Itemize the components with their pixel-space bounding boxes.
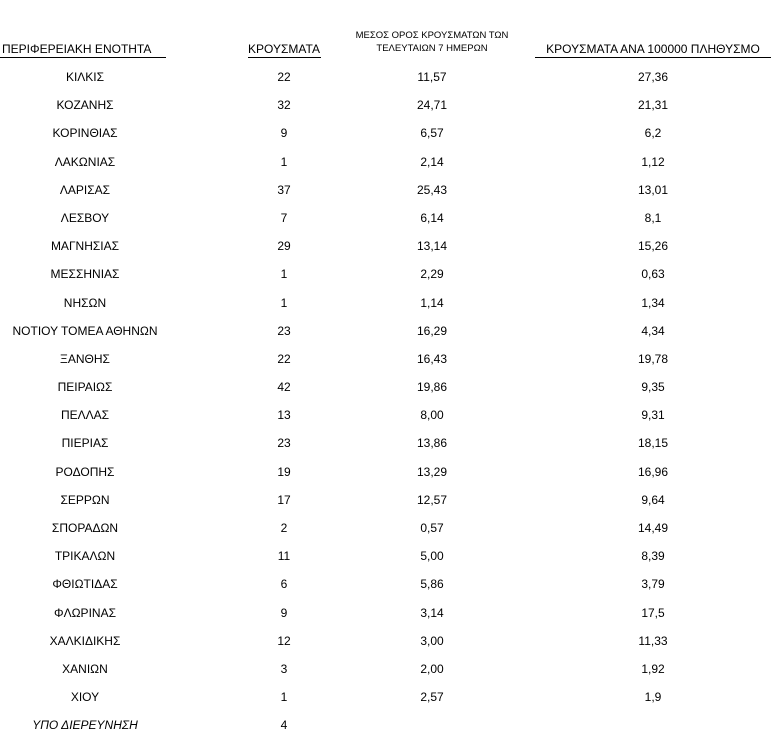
table-row [0,373,779,401]
table-body [0,63,779,740]
cell-7day-average: 16,43 [416,351,448,366]
table-row [0,711,779,739]
cell-cases-per-100k: 3,79 [641,577,665,592]
cell-cases-per-100k: 14,49 [637,521,669,535]
cell-cases: 13 [277,408,291,423]
header-cases: ΚΡΟΥΣΜΑΤΑ [248,42,320,56]
cell-7day-average: 2,14 [420,154,444,169]
table-row [0,345,779,373]
cell-region: ΚΟΡΙΝΘΙΑΣ [52,126,118,141]
cell-region: ΛΑΚΩΝΙΑΣ [54,154,116,169]
cell-7day-average: 13,14 [416,239,448,254]
table-row [0,232,779,260]
cell-7day-average: 0,57 [420,521,444,535]
cell-region: ΣΠΟΡΑΔΩΝ [51,521,119,535]
table-row [0,683,779,711]
table-row [0,429,779,457]
cell-cases: 23 [277,323,291,338]
cell-7day-average: 16,29 [416,323,448,338]
cell-cases-per-100k: 1,34 [641,295,665,310]
cell-region: ΡΟΔΟΠΗΣ [55,464,115,479]
header-region: ΠΕΡΙΦΕΡΕΙΑΚΗ ΕΝΟΤΗΤΑ [2,42,152,56]
cell-7day-average: 13,29 [416,464,448,479]
cell-cases: 37 [277,182,291,197]
table-row [0,514,779,542]
cell-7day-average: 5,86 [420,577,444,592]
table-row [0,289,779,317]
cell-cases-per-100k: 4,34 [641,323,665,338]
cell-7day-average: 24,71 [416,98,448,113]
cell-cases-per-100k: 15,26 [637,239,669,254]
cell-7day-average: 3,00 [420,633,444,648]
cell-cases: 19 [277,464,291,479]
cell-region: ΞΑΝΘΗΣ [60,351,110,366]
cell-7day-average: 2,29 [420,267,444,282]
table-row [0,542,779,570]
cell-cases-per-100k: 13,01 [637,182,669,197]
cell-region: ΣΕΡΡΩΝ [60,492,110,507]
cell-region: ΧΑΛΚΙΔΙΚΗΣ [49,633,121,648]
cell-cases: 12 [277,633,291,648]
cell-region: ΛΑΡΙΣΑΣ [59,182,111,197]
cell-region: ΚΙΛΚΙΣ [65,70,105,84]
cell-7day-average: 12,57 [416,492,448,507]
cell-cases: 1 [280,267,288,282]
table-row [0,599,779,627]
cell-7day-average: 5,00 [420,549,444,564]
header-cases-per-100k: ΚΡΟΥΣΜΑΤΑ ΑΝΑ 100000 ΠΛΗΘΥΣΜΟ [546,42,760,56]
cell-7day-average: 6,14 [420,210,444,225]
cell-region: ΤΡΙΚΑΛΩΝ [54,549,116,564]
cell-7day-average: 3,14 [420,605,444,620]
cell-7day-average: 13,86 [416,436,448,451]
table-row [0,63,779,91]
table-row [0,627,779,655]
table-row [0,655,779,683]
cell-cases-per-100k: 18,15 [637,436,669,451]
cell-cases-per-100k: 19,78 [637,351,669,366]
cell-cases: 23 [277,436,291,451]
cell-region: ΧΑΝΙΩΝ [62,661,108,676]
cell-cases-per-100k: 27,36 [637,70,669,84]
cell-cases: 32 [277,98,291,113]
cell-cases: 1 [280,295,288,310]
cell-region: ΠΙΕΡΙΑΣ [61,436,109,451]
cell-cases: 3 [280,661,288,676]
cell-cases-per-100k: 9,31 [641,408,665,423]
cell-cases-per-100k: 9,35 [641,380,665,395]
cell-region: ΜΑΓΝΗΣΙΑΣ [50,239,120,254]
cell-region: ΧΙΟΥ [70,690,100,705]
cell-cases: 7 [280,210,288,225]
cell-region: ΦΛΩΡΙΝΑΣ [54,605,116,620]
cell-cases: 9 [280,126,288,141]
cell-cases-per-100k: 9,64 [641,492,665,507]
cell-cases: 2 [280,521,288,535]
cell-cases-per-100k: 8,39 [641,549,665,564]
cell-cases: 9 [280,605,288,620]
cell-cases: 1 [280,690,288,705]
cell-region: ΠΕΛΛΑΣ [60,408,110,423]
cell-cases-per-100k: 21,31 [637,98,669,113]
cell-7day-average: 25,43 [416,182,448,197]
header-underline-region [0,57,166,58]
cell-cases: 42 [277,380,291,395]
table-row [0,260,779,288]
table-row [0,486,779,514]
cell-7day-average: 2,57 [420,690,444,705]
cell-region: ΛΕΣΒΟΥ [60,210,110,225]
cell-cases-per-100k: 16,96 [637,464,669,479]
table-row [0,401,779,429]
cell-region: ΝΗΣΩΝ [63,295,107,310]
cell-7day-average: 1,14 [420,295,444,310]
cell-region: ΠΕΙΡΑΙΩΣ [57,380,113,395]
table-row [0,119,779,147]
cell-cases-per-100k: 6,2 [644,126,662,141]
header-7day-average: ΜΕΣΟΣ ΟΡΟΣ ΚΡΟΥΣΜΑΤΩΝ ΤΩΝ ΤΕΛΕΥΤΑΙΩΝ 7 ΗΜΕΡΩΝ [355,30,509,54]
cell-cases: 11 [277,549,291,564]
cell-region: ΥΠΟ ΔΙΕΡΕΥΝΗΣΗ [32,718,138,733]
cell-region: ΦΘΙΩΤΙΔΑΣ [52,577,118,592]
header-underline-per100k [535,57,771,58]
cell-cases: 29 [277,239,291,254]
table-row [0,176,779,204]
cell-cases-per-100k: 0,63 [641,267,665,282]
table-row [0,458,779,486]
cell-7day-average: 11,57 [417,70,447,84]
cell-region: ΚΟΖΑΝΗΣ [56,98,114,113]
cell-cases: 4 [280,718,288,733]
table-row [0,204,779,232]
cell-cases-per-100k: 17,5 [641,605,665,620]
cell-7day-average: 2,00 [420,661,444,676]
table-row [0,91,779,119]
cell-cases-per-100k: 8,1 [644,210,662,225]
cell-region: ΜΕΣΣΗΝΙΑΣ [50,267,120,282]
cell-cases-per-100k: 11,33 [638,633,668,648]
table-row [0,317,779,345]
cell-cases-per-100k: 1,92 [641,661,665,676]
cell-cases: 22 [277,351,291,366]
cell-cases: 1 [280,154,288,169]
cell-cases: 22 [277,70,291,84]
cell-7day-average: 6,57 [420,126,444,141]
cell-cases: 17 [277,492,291,507]
cell-7day-average: 8,00 [420,408,444,423]
cell-cases: 6 [280,577,288,592]
table-row [0,570,779,598]
cell-7day-average: 19,86 [416,380,448,395]
header-underline-cases [248,57,321,58]
cell-cases-per-100k: 1,9 [644,690,662,705]
table-row [0,148,779,176]
cell-cases-per-100k: 1,12 [641,154,665,169]
cell-region: ΝΟΤΙΟΥ ΤΟΜΕΑ ΑΘΗΝΩΝ [12,323,158,338]
